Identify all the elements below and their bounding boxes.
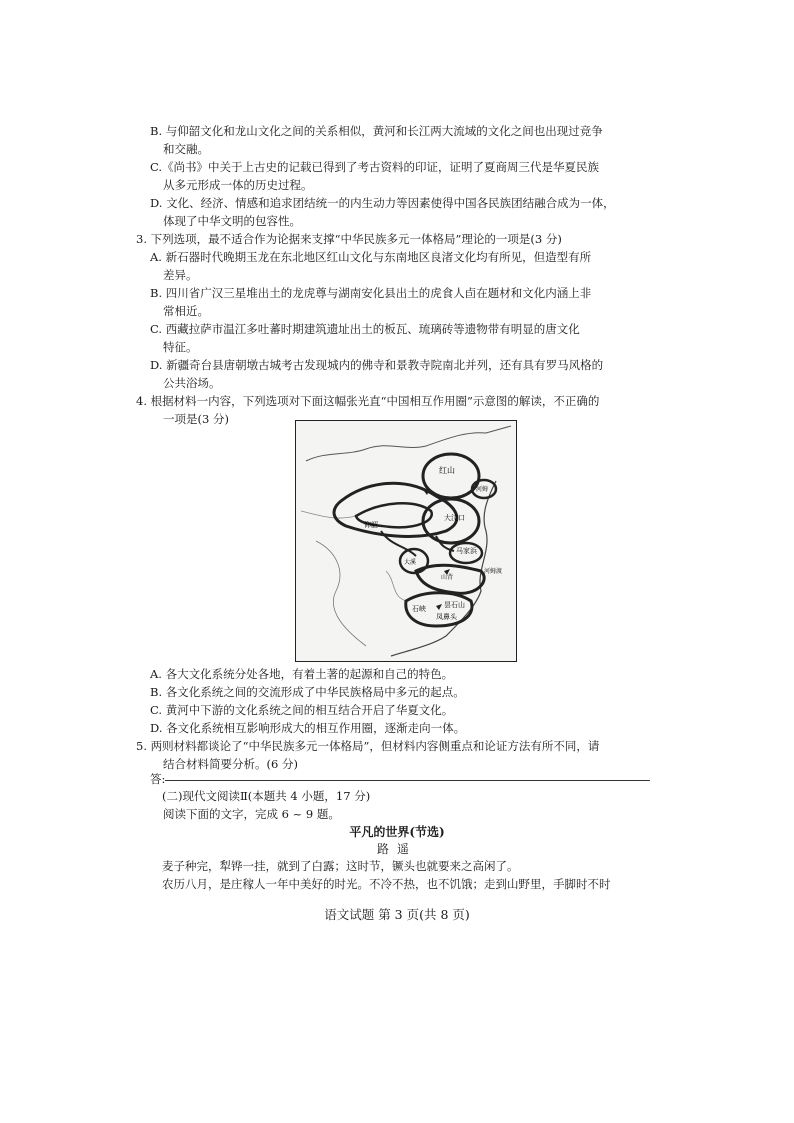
option-d-line1: D. 文化、经济、情感和追求团结统一的内生动力等因素使得中国各民族团结融合成为一体，	[150, 196, 615, 210]
q3-option-d-line2: 公共浴场。	[163, 376, 221, 390]
q4-option-d: D. 各文化系统相互影响形成大的相互作用圈，逐渐走向一体。	[150, 721, 466, 735]
map-label-dawenkou: 大汶口	[444, 514, 465, 522]
q3-option-b-line2: 常相近。	[163, 304, 209, 318]
q4-option-b: B. 各文化系统之间的交流形成了中华民族格局中多元的起点。	[150, 685, 465, 699]
map-label-shanbei: 山背	[441, 574, 454, 581]
answer-label: 答:	[150, 772, 166, 786]
map-label-shixia: 石峡	[412, 605, 426, 613]
map-label-hedong: 河姆	[476, 486, 489, 493]
q3-option-d-line1: D. 新疆奇台县唐朝墩古城考古发现城内的佛寺和景教寺院南北并列，还有具有罗马风格的	[150, 358, 604, 372]
map-label-hongshan: 红山	[439, 466, 455, 475]
answer-line[interactable]	[165, 779, 650, 781]
option-d-line2: 体现了中华文明的包容性。	[163, 214, 301, 228]
passage-title: 平凡的世界(节选)	[349, 825, 445, 839]
page-footer: 语文试题 第 3 页(共 8 页)	[324, 907, 470, 922]
q4-option-a: A. 各大文化系统分处各地，有着土著的起源和自己的特色。	[150, 667, 454, 681]
q3-option-c-line2: 特征。	[163, 340, 198, 354]
option-b-line2: 和交融。	[163, 142, 209, 156]
q4-option-c: C. 黄河中下游的文化系统之间的相互结合开启了华夏文化。	[150, 703, 454, 717]
option-b-line1: B. 与仰韶文化和龙山文化之间的关系相似，黄河和长江两大流域的文化之间也出现过竞争	[150, 124, 603, 138]
option-c-line2: 从多元形成一体的历史过程。	[163, 178, 313, 192]
map-label-hemudu: 河姆渡	[484, 568, 503, 575]
question-4-stem-line1: 4. 根据材料一内容，下列选项对下面这幅张光直“中国相互作用圈”示意图的解读，不正确的	[136, 394, 600, 408]
passage-author: 路遥	[376, 842, 417, 856]
section-header: (二)现代文阅读Ⅱ(本题共 4 小题，17 分)	[162, 789, 371, 803]
q3-option-c-line1: C. 西藏拉萨市温江多吐蕃时期建筑遗址出土的板瓦、琉璃砖等遗物带有明显的唐文化	[150, 322, 580, 336]
map-drawing	[296, 421, 516, 661]
section-instruction: 阅读下面的文字，完成 6 ~ 9 题。	[163, 807, 340, 821]
passage-paragraph-2: 农历八月，是庄稼人一年中美好的时光。不冷不热，也不饥饿；走到山野里，手脚时不时	[162, 877, 611, 891]
option-c-line1: C.《尚书》中关于上古史的记载已得到了考古资料的印证，证明了夏商周三代是华夏民族	[150, 160, 600, 174]
map-label-fengbitou: 凤鼻头	[436, 613, 457, 621]
question-5-stem-line2: 结合材料简要分析。(6 分)	[163, 757, 298, 771]
q3-option-b-line1: B. 四川省广汉三星堆出土的龙虎尊与湖南安化县出土的虎食人卣在题材和文化内涵上非	[150, 286, 592, 300]
map-label-majiabang: 马家浜	[456, 547, 477, 555]
map-label-daxi: 大溪	[404, 559, 417, 566]
q3-option-a-line2: 差异。	[163, 268, 198, 282]
china-interaction-sphere-map	[295, 420, 517, 662]
question-3-stem: 3. 下列选项，最不适合作为论据来支撑“中华民族多元一体格局”理论的一项是(3 分)	[136, 232, 562, 246]
map-label-yangshao: 仰韶	[364, 521, 378, 529]
q3-option-a-line1: A. 新石器时代晚期玉龙在东北地区红山文化与东南地区良渚文化均有所见，但造型有所	[150, 250, 592, 264]
question-5-stem-line1: 5. 两则材料都谈论了“中华民族多元一体格局”，但材料内容侧重点和论证方法有所不同，请	[136, 739, 600, 753]
map-label-tanshishan: 昙石山	[444, 601, 465, 609]
question-4-stem-line2: 一项是(3 分)	[163, 412, 229, 426]
passage-paragraph-1: 麦子种完，犁铧一挂，就到了白露；这时节，镢头也就要来之高闲了。	[162, 859, 519, 873]
